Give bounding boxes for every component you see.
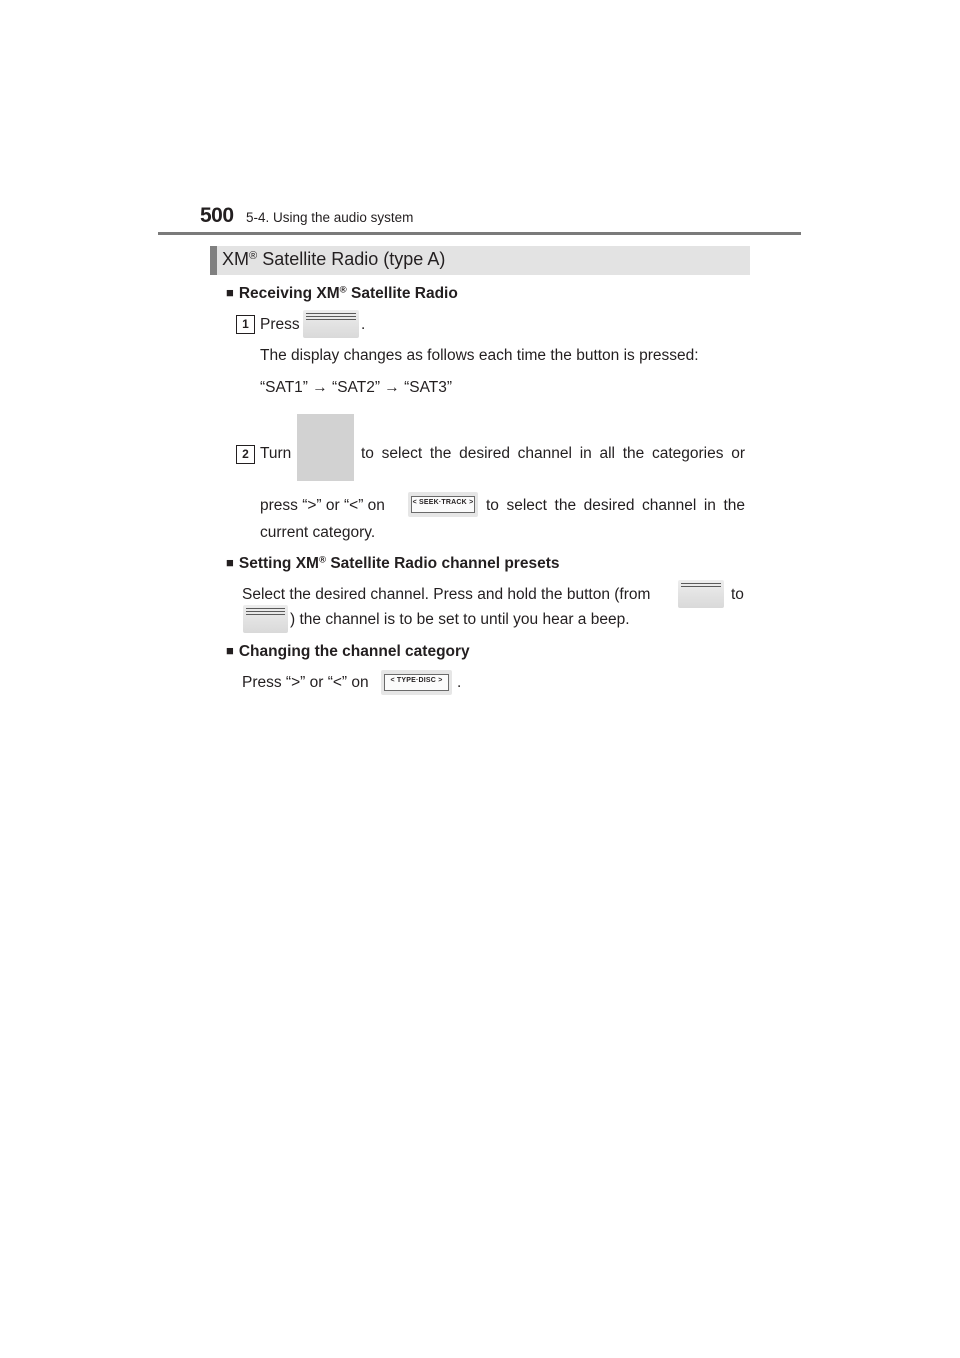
heading-reg-mark: ® — [249, 249, 258, 262]
page-number: 500 — [200, 204, 234, 227]
step2-turn: Turn — [260, 445, 292, 462]
type-disc-button-image — [381, 670, 452, 695]
bullet-square-icon: ■ — [226, 643, 234, 658]
section-heading — [222, 249, 445, 270]
category-title: Changing the channel category — [238, 643, 470, 660]
section-title: 5-4. Using the audio system — [246, 210, 414, 225]
step2-after-knob: to select the desired channel in all the categories or — [361, 445, 745, 462]
tune-knob-image — [297, 414, 354, 481]
step1-press: Press — [260, 316, 300, 333]
type-disc-label: < TYPE·DISC > — [384, 674, 449, 691]
step1-period: . — [361, 316, 366, 333]
heading-suffix: Satellite Radio (type A) — [257, 249, 446, 269]
presets-line1-after: to — [731, 586, 744, 603]
step-number-2: 2 — [236, 445, 255, 464]
step1-sequence: “SAT1” → “SAT2” → “SAT3” — [260, 379, 453, 396]
presets-reg-mark: ® — [318, 554, 327, 566]
header-rule — [158, 232, 801, 235]
bullet-square-icon: ■ — [226, 285, 234, 300]
subheading-presets — [226, 555, 559, 573]
seek-track-button-image — [408, 492, 478, 517]
step2-press-before: press “>” or “<” on — [260, 497, 385, 514]
receiving-reg-mark: ® — [339, 284, 347, 296]
presets-line1-before: Select the desired channel. Press and hold the button (from — [242, 586, 651, 603]
category-period: . — [457, 674, 462, 691]
subheading-category — [226, 643, 470, 661]
presets-line2: ) the channel is to be set to until you hear a beep. — [290, 611, 630, 628]
receiving-title-prefix: Receiving XM — [238, 285, 340, 302]
step1-description: The display changes as follows each time the button is pressed: — [260, 347, 699, 364]
presets-title-suffix: Satellite Radio channel presets — [326, 555, 560, 572]
receiving-title-suffix: Satellite Radio — [346, 285, 458, 302]
step-number-1: 1 — [236, 315, 255, 334]
step2-after-button: to select the desired channel in the — [486, 497, 745, 514]
preset-button-1-image — [303, 310, 359, 338]
seek-track-label: < SEEK·TRACK > — [411, 496, 475, 513]
step2-line3: current category. — [260, 524, 376, 541]
preset-button-1-image — [678, 580, 724, 608]
heading-prefix: XM — [222, 249, 249, 269]
bullet-square-icon: ■ — [226, 555, 234, 570]
preset-button-6-image — [243, 605, 288, 633]
presets-title-prefix: Setting XM — [238, 555, 319, 572]
subheading-receiving — [226, 285, 458, 303]
category-press-before: Press “>” or “<” on — [242, 674, 369, 691]
